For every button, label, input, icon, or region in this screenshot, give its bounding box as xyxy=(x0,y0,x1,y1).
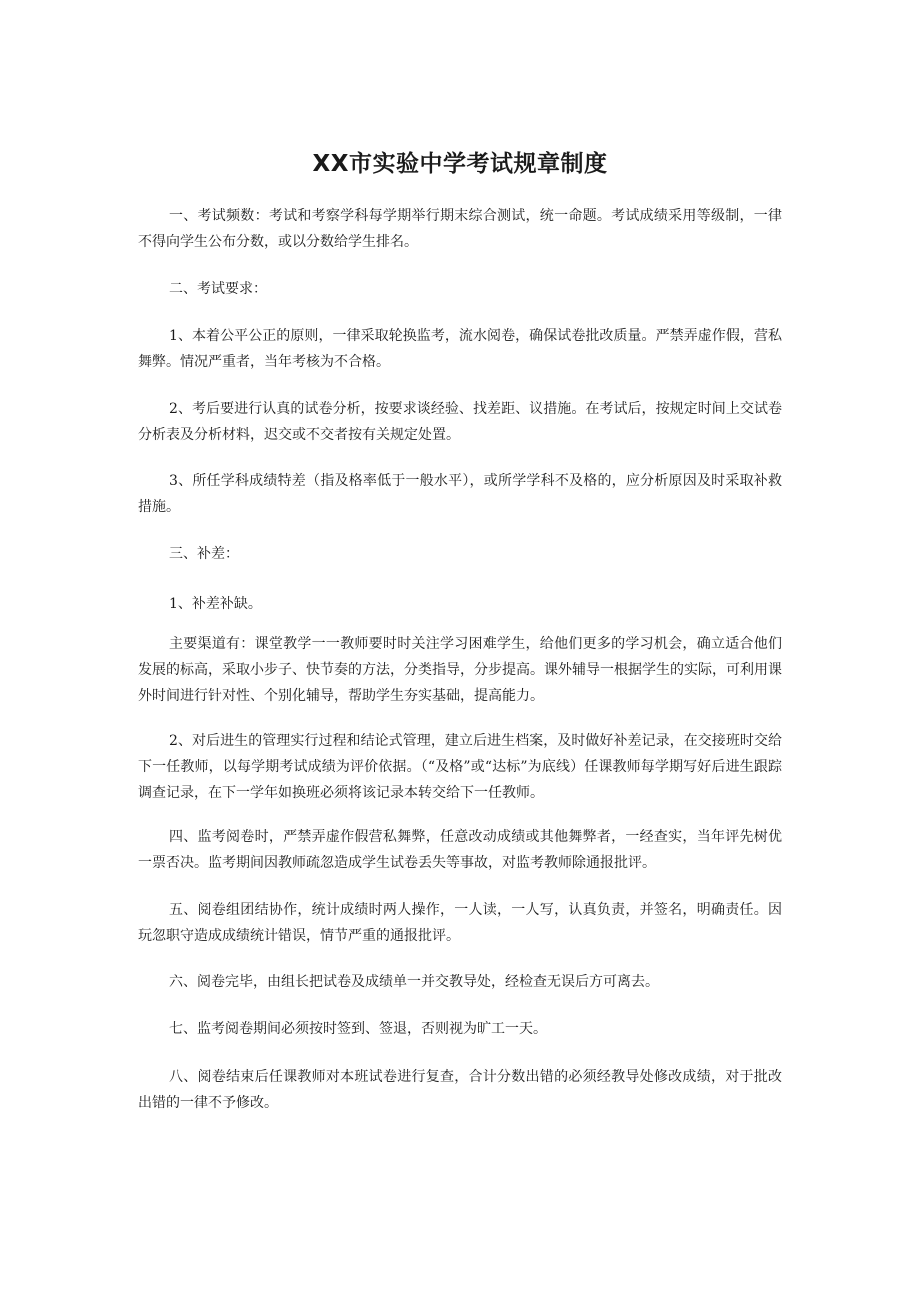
paragraph-proctoring: 四、监考阅卷时，严禁弄虚作假营私舞弊，任意改动成绩或其他舞弊者，一经查实，当年评先树优一票否决。监考期间因教师疏忽造成学生试卷丢失等事故，对监考教师除通报批评。 xyxy=(138,829,782,871)
paragraph-remediation-1: 1、补差补缺。 xyxy=(169,596,262,612)
paragraph-requirement-2: 2、考后要进行认真的试卷分析，按要求谈经验、找差距、议措施。在考试后，按规定时间上交试卷分析表及分析材料，迟交或不交者按有关规定处置。 xyxy=(138,401,782,443)
paragraph-requirement-3: 3、所任学科成绩特差（指及格率低于一般水平），或所学学科不及格的，应分析原因及时采取补救措施。 xyxy=(138,473,782,515)
paragraph-main-channels: 主要渠道有：课堂教学一一教师要时时关注学习困难学生，给他们更多的学习机会，确立适合他们发展的标高，采取小步子、快节奏的方法，分类指导，分步提高。课外辅导一根据学生的实际，可利用课外时间进行针对性、个别化辅导，帮助学生夯实基础，提高能力。 xyxy=(138,636,782,704)
heading-remediation: 三、补差： xyxy=(169,546,239,562)
paragraph-sign-in: 七、监考阅卷期间必须按时签到、签退，否则视为旷工一天。 xyxy=(169,1021,547,1037)
heading-exam-requirements: 二、考试要求： xyxy=(169,281,267,297)
paragraph-remediation-2: 2、对后进生的管理实行过程和结论式管理，建立后进生档案，及时做好补差记录，在交接班时交给下一任教师，以每学期考试成绩为评价依据。（“及格”或“达标”为底线）任课教师每学期写好后进生跟踪调查记录，在下一学年如换班必须将该记录本转交给下一任教师。 xyxy=(138,733,782,801)
paragraph-exam-frequency: 一、考试频数：考试和考察学科每学期举行期末综合测试，统一命题。考试成绩采用等级制，一律不得向学生公布分数，或以分数给学生排名。 xyxy=(138,208,782,250)
paragraph-grading-team: 五、阅卷组团结协作，统计成绩时两人操作，一人读，一人写，认真负责，并签名，明确责任。因玩忽职守造成成绩统计错误，情节严重的通报批评。 xyxy=(138,902,782,944)
document-title: XX市实验中学考试规章制度 xyxy=(312,151,608,177)
paragraph-requirement-1: 1、本着公平公正的原则，一律采取轮换监考，流水阅卷，确保试卷批改质量。严禁弄虚作假，营私舞弊。情况严重者，当年考核为不合格。 xyxy=(138,328,782,370)
paragraph-grading-complete: 六、阅卷完毕，由组长把试卷及成绩单一并交教导处，经检查无误后方可离去。 xyxy=(169,974,659,990)
paragraph-review: 八、阅卷结束后任课教师对本班试卷进行复查，合计分数出错的必须经教导处修改成绩，对于批改出错的一律不予修改。 xyxy=(138,1069,782,1111)
